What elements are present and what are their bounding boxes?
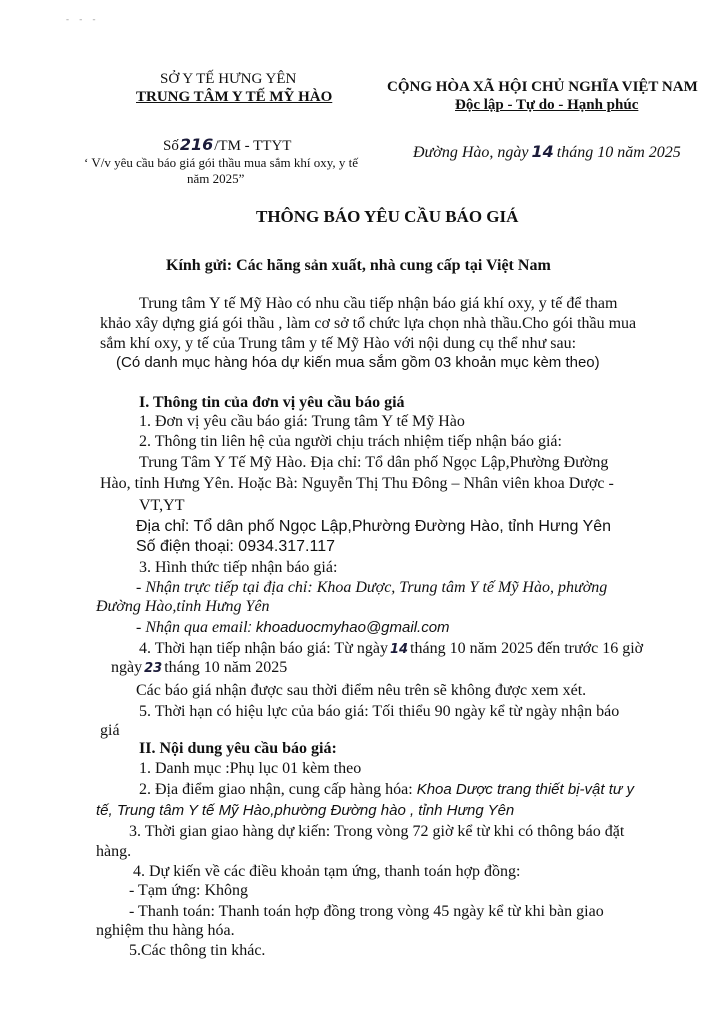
contact-phone: Số điện thoại: 0934.317.117 xyxy=(136,538,335,555)
receipt-start-day-handwritten: 14 xyxy=(389,642,409,657)
receipt-end-day-handwritten: 23 xyxy=(144,661,163,676)
delivery-time-line-1: 3. Thời gian giao hàng dự kiến: Trong vòng 72 giờ kể từ khi có thông báo đặt xyxy=(129,823,625,840)
doc-no-handwritten: 216 xyxy=(179,135,214,154)
contact-address: Địa chỉ: Tổ dân phố Ngọc Lập,Phường Đường Hào, tỉnh Hưng Yên xyxy=(136,518,612,535)
scan-mark: - - - xyxy=(66,14,100,24)
receipt-period-c: ngày xyxy=(111,659,143,676)
document-date xyxy=(413,142,681,162)
email-receipt xyxy=(136,619,450,637)
email-address: : khoaduocmyhao@gmail.com xyxy=(247,619,450,636)
payment-line-1: - Thanh toán: Thanh toán hợp đồng trong vòng 45 ngày kể từ khi bàn giao xyxy=(129,903,604,920)
document-number xyxy=(163,135,291,155)
contact-line-2: Hào, tỉnh Hưng Yên. Hoặc Bà: Nguyễn Thị Thu Đông – Nhân viên khoa Dược - xyxy=(100,475,614,492)
delivery-location-line-1 xyxy=(139,781,634,799)
section-1-heading: I. Thông tin của đơn vị yêu cầu báo giá xyxy=(139,394,405,411)
recipient: Kính gửi: Các hãng sản xuất, nhà cung cấp tại Việt Nam xyxy=(166,257,551,274)
section-1-item-1: 1. Đơn vị yêu cầu báo giá: Trung tâm Y tế Mỹ Hào xyxy=(139,413,465,430)
date-prefix: Đường Hào, ngày xyxy=(413,144,529,161)
delivery-location-label: 2. Địa điểm giao nhận, cung cấp hàng hóa: xyxy=(139,781,417,798)
delivery-location-value: Khoa Dược trang thiết bị-vật tư y xyxy=(416,781,635,798)
validity-line-2: giá xyxy=(100,722,120,739)
date-day-handwritten: 14 xyxy=(531,142,554,161)
section-1-item-2: 2. Thông tin liên hệ của người chịu trách nhiệm tiếp nhận báo giá: xyxy=(139,433,562,450)
receipt-period-b: tháng 10 năm 2025 đến trước 16 giờ xyxy=(410,640,644,657)
intro-line-4: (Có danh mục hàng hóa dự kiến mua sắm gồm 03 khoản mục kèm theo) xyxy=(116,354,600,371)
subject-line-2: năm 2025” xyxy=(187,171,245,186)
receipt-period-line-1 xyxy=(139,640,643,658)
validity-line-1: 5. Thời hạn có hiệu lực của báo giá: Tối thiểu 90 ngày kể từ ngày nhận báo xyxy=(139,703,620,720)
delivery-location-line-2: tế, Trung tâm Y tế Mỹ Hào,phường Đường hào , tỉnh Hưng Yên xyxy=(96,802,515,819)
doc-no-prefix: Số xyxy=(163,138,179,154)
section-2-item-1: 1. Danh mục :Phụ lục 01 kèm theo xyxy=(139,760,362,777)
date-suffix: tháng 10 năm 2025 xyxy=(556,144,681,161)
section-2-item-4: 4. Dự kiến về các điều khoản tạm ứng, thanh toán hợp đồng: xyxy=(133,863,521,880)
delivery-time-line-2: hàng. xyxy=(96,843,132,860)
direct-receipt-line-2: Đường Hào,tỉnh Hưng Yên xyxy=(96,598,270,615)
receipt-period-line-2 xyxy=(111,659,287,677)
intro-line-1: Trung tâm Y tế Mỹ Hào có nhu cầu tiếp nhận báo giá khí oxy, y tế để tham xyxy=(139,295,618,312)
advance-payment: - Tạm ứng: Không xyxy=(129,882,249,899)
payment-line-2: nghiệm thu hàng hóa. xyxy=(96,922,235,939)
contact-line-1: Trung Tâm Y Tế Mỹ Hào. Địa chỉ: Tổ dân phố Ngọc Lập,Phường Đường xyxy=(139,454,609,471)
section-1-item-3: 3. Hình thức tiếp nhận báo giá: xyxy=(139,559,338,576)
receipt-period-d: tháng 10 năm 2025 xyxy=(164,659,288,676)
org-name: TRUNG TÂM Y TẾ MỸ HÀO xyxy=(136,89,333,105)
document-title: THÔNG BÁO YÊU CẦU BÁO GIÁ xyxy=(256,207,519,226)
intro-line-2: khảo xây dựng giá gói thầu , làm cơ sở tổ chức lựa chọn nhà thầu.Cho gói thầu mua xyxy=(100,315,637,332)
contact-line-3: VT,YT xyxy=(139,497,185,514)
doc-no-suffix: /TM - TTYT xyxy=(214,138,292,154)
email-label: - Nhận qua email xyxy=(136,619,248,636)
intro-line-3: sắm khí oxy, y tế của Trung tâm y tế Mỹ Hào với nội dung cụ thể như sau: xyxy=(100,335,577,352)
subject-line-1: ‘ V/v yêu cầu báo giá gói thầu mua sắm khí oxy, y tế xyxy=(84,155,359,170)
motto: Độc lập - Tự do - Hạnh phúc xyxy=(455,97,639,113)
section-2-heading: II. Nội dung yêu cầu báo giá: xyxy=(139,740,337,757)
late-quote-note: Các báo giá nhận được sau thời điểm nêu trên sẽ không được xem xét. xyxy=(136,682,587,699)
section-2-item-5: 5.Các thông tin khác. xyxy=(129,942,266,959)
org-parent: SỞ Y TẾ HƯNG YÊN xyxy=(160,71,297,87)
direct-receipt-line-1: - Nhận trực tiếp tại địa chỉ: Khoa Dược, Trung tâm Y tế Mỹ Hào, phường xyxy=(136,579,608,596)
country-name: CỘNG HÒA XÃ HỘI CHỦ NGHĨA VIỆT NAM xyxy=(387,79,698,95)
receipt-period-a: 4. Thời hạn tiếp nhận báo giá: Từ ngày xyxy=(139,640,388,657)
